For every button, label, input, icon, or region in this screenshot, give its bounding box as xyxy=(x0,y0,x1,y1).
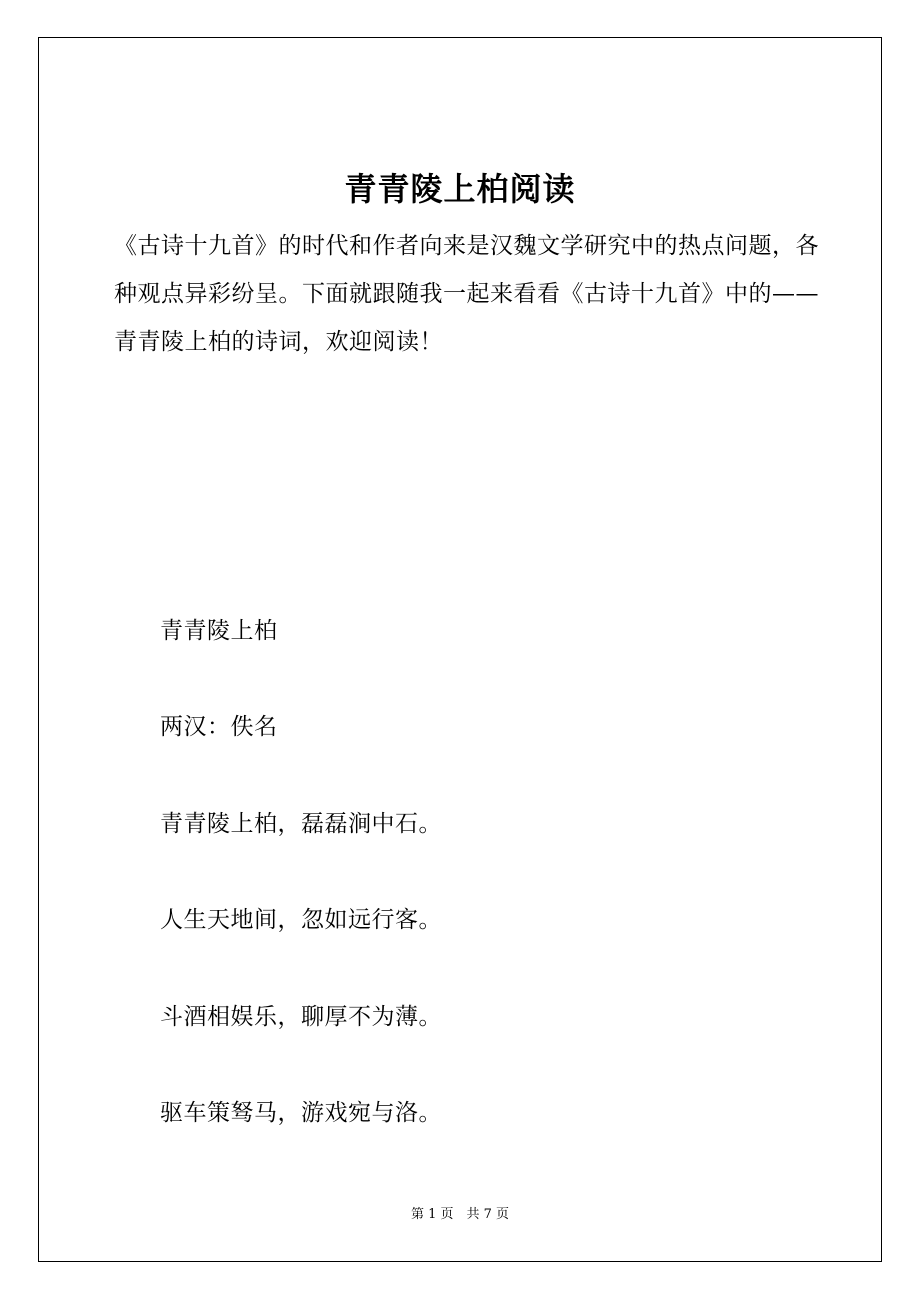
poem-title: 青青陵上柏 xyxy=(160,618,278,644)
poem-line: 青青陵上柏，磊磊涧中石。 xyxy=(160,811,442,837)
poem-line: 人生天地间，忽如远行客。 xyxy=(160,907,442,933)
page-number-footer: 第 1 页 共 7 页 xyxy=(410,1207,510,1222)
poem-line: 斗酒相娱乐，聊厚不为薄。 xyxy=(160,1004,442,1030)
page-border xyxy=(38,37,882,1262)
poem-author: 两汉：佚名 xyxy=(160,714,278,740)
intro-paragraph: 《古诗十九首》的时代和作者向来是汉魏文学研究中的热点问题，各种观点异彩纷呈。下面就跟随我一起来看看《古诗十九首》中的——青青陵上柏的诗词，欢迎阅读！ xyxy=(114,233,819,355)
document-title: 青青陵上柏阅读 xyxy=(344,170,576,209)
poem-line: 驱车策驽马，游戏宛与洛。 xyxy=(160,1100,442,1126)
